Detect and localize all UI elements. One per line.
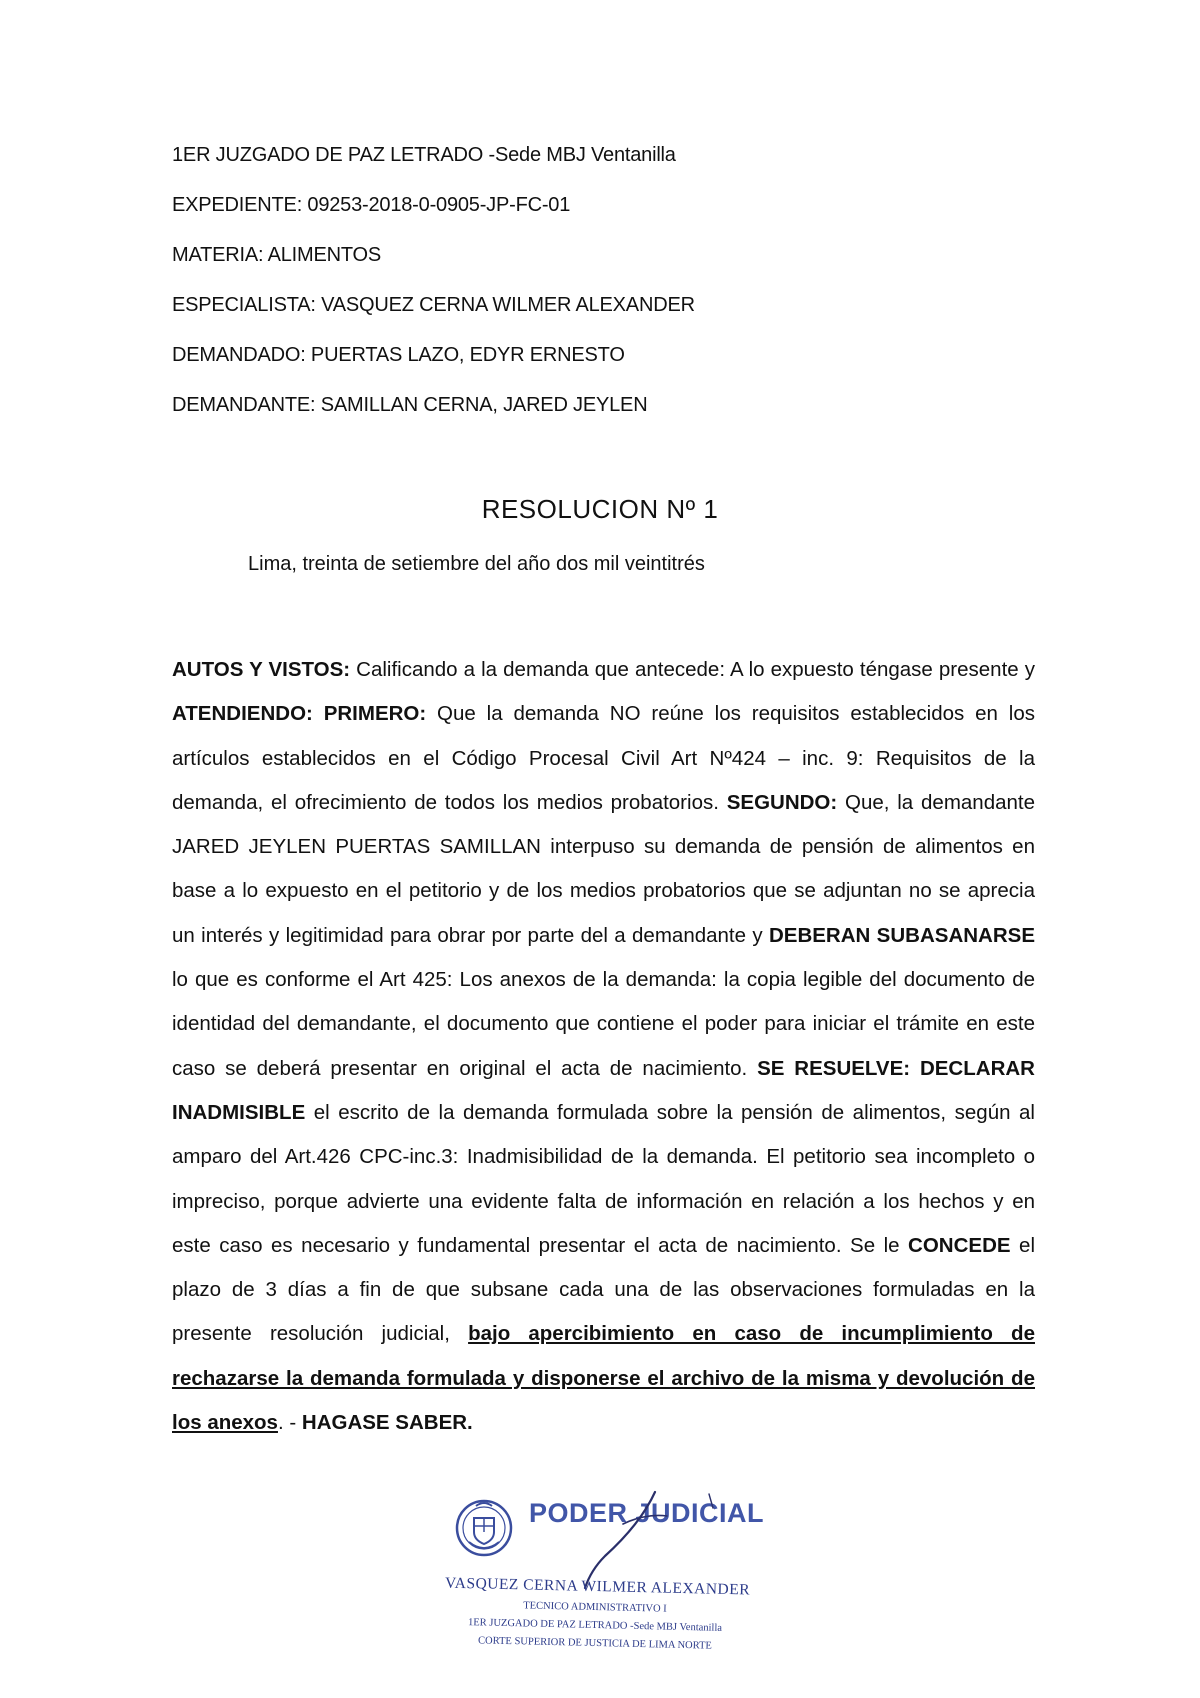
resolution-body bbox=[172, 648, 1035, 1445]
body-text-1: Calificando a la demanda que antecede: A lo expuesto téngase presente y bbox=[350, 658, 1035, 681]
hagase-saber-label: HAGASE SABER. bbox=[301, 1411, 473, 1435]
body-text-3: Que, la demandante JARED JEYLEN PUERTAS SAMILLAN interpuso su demanda de pensión de alimentos en base a lo expuesto en el petitorio y de los medios probatorios que se adjuntan no se aprecia un interés y legitimidad para obrar por parte del a demandante y bbox=[172, 790, 1035, 947]
body-text-6: el plazo de 3 días a fin de que subsane cada una de las observaciones formuladas en la presente resolución judicial, bbox=[172, 1233, 1035, 1346]
demandado-line: DEMANDADO: PUERTAS LAZO, EDYR ERNESTO bbox=[172, 344, 625, 366]
especialista-line: ESPECIALISTA: VASQUEZ CERNA WILMER ALEXANDER bbox=[172, 294, 695, 316]
stamp-officer-name: VASQUEZ CERNA WILMER ALEXANDER bbox=[444, 1574, 751, 1599]
case-header bbox=[172, 143, 1072, 443]
materia-line: MATERIA: ALIMENTOS bbox=[172, 244, 382, 266]
court-line: 1ER JUZGADO DE PAZ LETRADO -Sede MBJ Ventanilla bbox=[172, 144, 676, 166]
body-text-8: . - bbox=[277, 1411, 302, 1435]
poder-judicial-brand: PODER JUDICIAL bbox=[529, 1498, 765, 1528]
body-text-4: lo que es conforme el Art 425: Los anexos de la demanda: la copia legible del documento de identidad del demandante, el documento que contiene el poder para iniciar el trámite en este caso se deberá presentar en original el acta de nacimiento. bbox=[172, 968, 1035, 1080]
concede-label: CONCEDE bbox=[908, 1233, 1011, 1257]
se-resuelve-label: SE RESUELVE: DECLARAR INADMISIBLE bbox=[172, 1056, 1035, 1124]
segundo-label: SEGUNDO: bbox=[726, 790, 838, 814]
deberan-subsanarse-label: DEBERAN SUBASANARSE bbox=[768, 923, 1036, 947]
resolution-title: RESOLUCION Nº 1 bbox=[481, 494, 719, 524]
apercibimiento-clause: bajo apercibimiento en caso de incumplimiento de rechazarse la demanda formulada y disponerse el archivo de la misma y devolución de los anexos bbox=[172, 1322, 1035, 1435]
atendiendo-primero-label: ATENDIENDO: PRIMERO: bbox=[172, 702, 427, 726]
expediente-line: EXPEDIENTE: 09253-2018-0-0905-JP-FC-01 bbox=[172, 194, 571, 216]
stamp-court: 1ER JUZGADO DE PAZ LETRADO -Sede MBJ Ventanilla bbox=[467, 1617, 723, 1634]
autos-y-vistos-label: AUTOS Y VISTOS: bbox=[172, 658, 351, 681]
date-line: Lima, treinta de setiembre del año dos mil veintitrés bbox=[248, 553, 705, 575]
stamp-superior-court: CORTE SUPERIOR DE JUSTICIA DE LIMA NORTE bbox=[477, 1635, 713, 1652]
body-text-2: Que la demanda NO reúne los requisitos establecidos en los artículos establecidos en el Código Procesal Civil Art Nº424 – inc. 9: Requisitos de la demanda, el ofrecimiento de todos los medios probatorios. bbox=[172, 702, 1035, 814]
body-text-5: el escrito de la demanda formulada sobre la pensión de alimentos, según al amparo del Art.426 CPC-inc.3: Inadmisibilidad de la demanda. El petitorio sea incompleto o impreciso, porque advierte una evidente falta de información en relación a los hechos y en este caso es necesario y fundamental presentar el acta de nacimiento. Se le bbox=[172, 1100, 1035, 1257]
demandante-line: DEMANDANTE: SAMILLAN CERNA, JARED JEYLEN bbox=[172, 394, 648, 416]
stamp-officer-role: TECNICO ADMINISTRATIVO I bbox=[523, 1600, 667, 1615]
official-stamp bbox=[445, 1484, 765, 1674]
